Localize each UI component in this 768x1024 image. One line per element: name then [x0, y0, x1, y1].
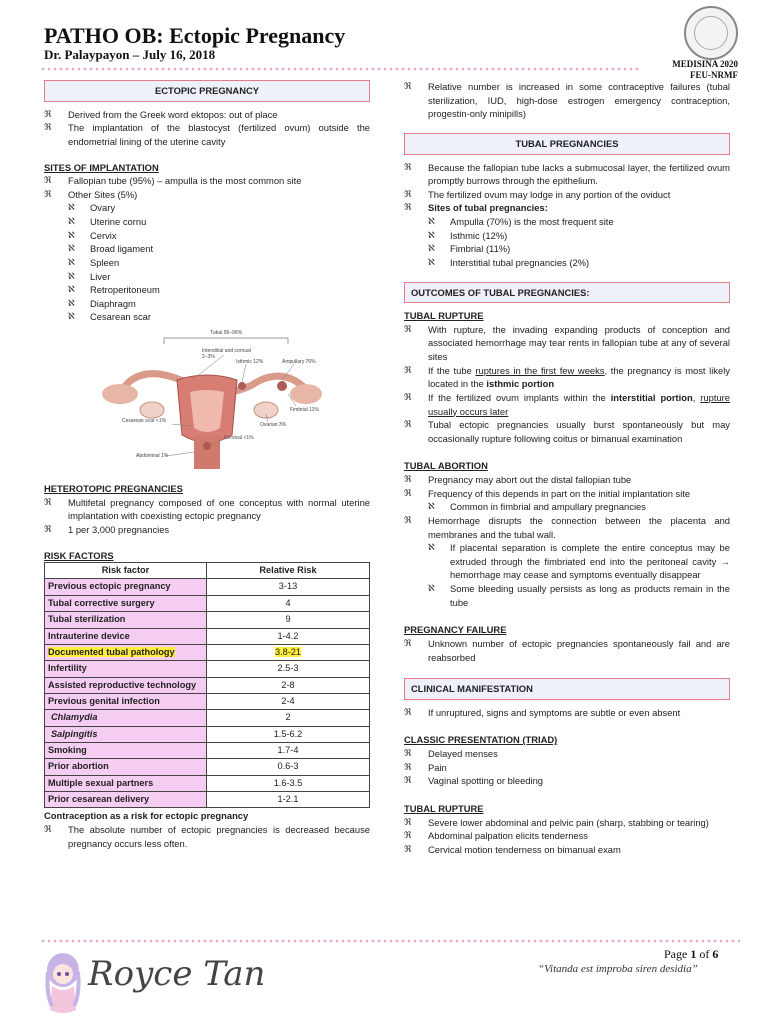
relative-risk-text: 9	[285, 614, 291, 625]
tubal-pregnancies-heading: TUBAL PREGNANCIES	[404, 133, 730, 155]
bullet-icon: ℵ	[428, 229, 435, 240]
list-item: ℜ Unknown number of ectopic pregnancies spontaneously fail and are reabsorbed	[404, 637, 730, 663]
list-subitem: ℵ Some bleeding usually persists as long as products remain in the tube	[428, 583, 730, 608]
footer-dotted-divider	[40, 938, 740, 944]
table-row	[45, 759, 370, 775]
list-subitem	[44, 201, 370, 215]
relative-risk-cell	[207, 759, 370, 775]
risk-factor-cell	[45, 579, 207, 595]
bullet-icon: ℵ	[68, 216, 75, 226]
ectopic-sites-diagram	[82, 330, 322, 470]
list-item-text: Liver	[90, 270, 111, 282]
list-item	[404, 774, 730, 788]
list-subitem	[44, 297, 370, 311]
label-fimbrial: Fimbrial 11%	[290, 407, 319, 413]
list-subitem	[44, 229, 370, 243]
list-item-text: Abdominal palpation elicits tenderness	[428, 830, 588, 842]
risk-factor-text: Salpingitis	[51, 728, 98, 739]
risk-factors-heading: RISK FACTORS	[44, 549, 114, 561]
page-title: PATHO OB: Ectopic Pregnancy	[44, 23, 346, 48]
contraception-heading: Contraception as a risk for ectopic pregnancy	[44, 810, 249, 822]
table-header: Risk factor	[45, 563, 207, 579]
relative-risk-text: 2-4	[281, 695, 295, 706]
relative-risk-cell	[207, 693, 370, 709]
list-item: ℜ Tubal ectopic pregnancies usually burst spontaneously but may occasionally rupture following coitus or bimanual examination	[404, 419, 730, 444]
relative-risk-cell	[207, 612, 370, 628]
risk-factor-text: Infertility	[48, 663, 87, 674]
heterotopic-heading: HETEROTOPIC PREGNANCIES	[44, 483, 183, 494]
list-subitem	[404, 242, 730, 256]
risk-factor-text: Prior abortion	[48, 761, 109, 772]
list-item-text: Cervical motion tenderness on bimanual exam	[428, 843, 621, 855]
table-row	[45, 644, 370, 660]
bullet-icon: ℵ	[428, 256, 435, 267]
table-row	[45, 612, 370, 628]
list-item-text: Pain	[428, 761, 447, 773]
label-isthmic: Isthmic 12%	[236, 359, 264, 365]
risk-factor-text: Chlamydia	[51, 712, 98, 723]
list-subitem	[404, 229, 730, 243]
clinical-manifestation-heading: CLINICAL MANIFESTATION	[404, 678, 730, 700]
risk-factor-cell	[45, 759, 207, 775]
page-number: Page 1 of 6	[664, 947, 719, 961]
bullet-icon: ℜ	[404, 843, 412, 854]
relative-risk-text: 1-2.1	[277, 793, 299, 804]
list-item: ℜ If the fertilized ovum implants within the interstitial portion, rupture usually occurs later	[404, 391, 731, 417]
list-item: ℜ Derived from the Greek word ektopos: out of place	[44, 108, 278, 120]
medisina-seal-logo	[684, 6, 738, 60]
bullet-icon: ℵ	[68, 270, 75, 281]
left-column	[44, 80, 370, 850]
risk-factor-text: Intrauterine device	[48, 630, 130, 641]
signature: Royce Tan	[88, 954, 266, 994]
list-item	[404, 761, 730, 775]
list-item-text: Cervix	[90, 229, 117, 241]
relative-risk-text: 1.7-4	[277, 744, 299, 755]
list-item: ℜ Multifetal pregnancy composed of one conceptus with normal uterine implantation with coexisting ectopic pregnancy	[44, 496, 370, 522]
table-row	[45, 661, 370, 677]
risk-factor-text: Tubal corrective surgery	[48, 597, 155, 608]
table-row	[45, 726, 370, 742]
relative-risk-cell	[207, 791, 370, 807]
list-item-text: Ovary	[90, 202, 116, 214]
list-subitem	[44, 270, 370, 284]
list-item	[404, 816, 730, 830]
list-item-text: Severe lower abdominal and pelvic pain (sharp, stabbing or tearing)	[428, 816, 709, 828]
list-item-text: Uterine cornu	[90, 216, 147, 227]
risk-factor-cell	[45, 595, 207, 611]
risk-factors-table	[44, 562, 370, 808]
relative-risk-text: 0.6-3	[277, 761, 299, 772]
relative-risk-cell	[207, 595, 370, 611]
list-item-text: Spleen	[90, 256, 120, 268]
relative-risk-cell	[207, 661, 370, 677]
relative-risk-text: 1.6-3.5	[273, 777, 303, 788]
bullet-icon: ℵ	[68, 243, 75, 254]
bullet-icon: ℜ	[404, 748, 412, 758]
bullet-icon: ℵ	[68, 311, 75, 322]
tubal-rupture-heading: TUBAL RUPTURE	[404, 310, 484, 322]
label-tubal: Tubal 95–96%	[210, 330, 243, 336]
list-item: ℜ If unruptured, signs and symptoms are subtle or even absent	[404, 706, 681, 718]
risk-factor-text: Previous genital infection	[48, 695, 160, 706]
table-row	[45, 595, 370, 611]
risk-factor-text: Documented tubal pathology	[48, 646, 175, 657]
risk-factor-cell	[45, 628, 207, 644]
tubal-rupture-2-heading: TUBAL RUPTURE	[404, 802, 484, 814]
list-item: ℜ The absolute number of ectopic pregnancies is decreased because pregnancy occurs less often.	[44, 823, 370, 849]
relative-risk-cell	[207, 726, 370, 742]
seal-caption-line1: MEDISINA 2020	[672, 59, 738, 69]
list-item-text: Retroperitoneum	[90, 284, 160, 296]
outcomes-heading: OUTCOMES OF TUBAL PREGNANCIES:	[404, 282, 730, 304]
list-item: ℜ Sites of tubal pregnancies:	[404, 202, 548, 214]
list-item	[404, 747, 730, 761]
bullet-icon: ℵ	[428, 216, 435, 226]
list-item	[404, 843, 730, 857]
relative-risk-text: 3-13	[278, 581, 298, 592]
list-item-text: Broad ligament	[90, 243, 154, 255]
list-item: ℜ Other Sites (5%)	[44, 188, 138, 200]
relative-risk-text: 1-4.2	[277, 630, 299, 641]
table-row	[45, 628, 370, 644]
list-item: ℜ If the tube ruptures in the first few weeks, the pregnancy is most likely located in the isthmic portion	[404, 364, 730, 390]
relative-risk-text: 4	[285, 597, 291, 608]
relative-risk-cell	[207, 579, 370, 595]
relative-risk-cell	[207, 644, 370, 660]
relative-risk-text: 2-8	[281, 679, 295, 690]
classic-presentation-heading: CLASSIC PRESENTATION (TRIAD)	[404, 734, 558, 746]
list-item: ℜ Hemorrhage disrupts the connection between the placenta and membranes and the tubal wall.	[404, 514, 730, 540]
list-item: ℜ The fertilized ovum may lodge in any portion of the oviduct	[404, 188, 671, 200]
relative-risk-text: 3.8-21	[274, 646, 302, 657]
label-cesarean: Cesarean scar <1%	[122, 418, 167, 424]
list-item: ℜ Because the fallopian tube lacks a submucosal layer, the fertilized ovum promptly burrows through the epithelium.	[404, 161, 730, 187]
risk-factor-cell	[45, 677, 207, 693]
table-row	[45, 693, 370, 709]
sites-heading: SITES OF IMPLANTATION	[44, 161, 159, 173]
risk-factor-text: Tubal sterilization	[48, 614, 126, 625]
label-abdominal: Abdominal 1%	[136, 453, 169, 459]
table-header: Relative Risk	[207, 563, 370, 579]
bullet-icon: ℵ	[68, 256, 75, 267]
footer-quote: “Vitanda est improba siren desidia”	[538, 963, 698, 975]
risk-factor-text: Smoking	[48, 744, 87, 755]
list-item-text: Vaginal spotting or bleeding	[428, 775, 544, 787]
right-column	[404, 80, 730, 856]
list-item: ℜ 1 per 3,000 pregnancies	[44, 523, 170, 535]
bullet-icon: ℜ	[404, 816, 412, 827]
risk-factor-cell	[45, 775, 207, 791]
list-subitem	[404, 215, 730, 229]
risk-factor-cell	[45, 726, 207, 742]
list-item	[404, 829, 730, 843]
risk-factor-cell	[45, 742, 207, 758]
list-item: ℜ Fallopian tube (95%) – ampulla is the most common site	[44, 175, 302, 187]
relative-risk-cell	[207, 628, 370, 644]
list-subitem	[44, 310, 370, 324]
bullet-icon: ℜ	[404, 775, 412, 786]
risk-factor-cell	[45, 644, 207, 660]
relative-risk-cell	[207, 775, 370, 791]
risk-factor-cell	[45, 661, 207, 677]
list-subitem: ℵ If placental separation is complete the entire conceptus may be extruded through the fimbriated end into the peritoneal cavity → hemorrhage may cease and symptoms eventually disappear	[428, 542, 730, 581]
risk-factor-text: Assisted reproductive technology	[48, 679, 197, 690]
page-subtitle: Dr. Palaypayon – July 16, 2018	[44, 47, 216, 62]
header-dotted-divider	[40, 66, 640, 72]
list-item-text: Delayed menses	[428, 748, 498, 759]
table-row	[45, 775, 370, 791]
list-subitem: ℵ Common in fimbrial and ampullary pregnancies	[428, 501, 646, 513]
risk-factor-cell	[45, 612, 207, 628]
list-item-text: Isthmic (12%)	[450, 229, 508, 241]
label-ampullary: Ampullary 70%	[282, 359, 316, 365]
seal-caption-line2: FEU-NRMF	[690, 70, 738, 80]
label-interstitial: Interstitial and cornual 2–3%	[202, 348, 251, 360]
table-row	[45, 742, 370, 758]
list-item: ℜ The implantation of the blastocyst (fertilized ovum) outside the endometrial lining of the uterine cavity	[44, 122, 370, 147]
relative-risk-cell	[207, 742, 370, 758]
list-subitem	[44, 283, 370, 297]
tubal-abortion-heading: TUBAL ABORTION	[404, 460, 488, 472]
relative-risk-cell	[207, 710, 370, 726]
list-item: ℜ Frequency of this depends in part on the initial implantation site	[404, 487, 691, 499]
pregnancy-failure-heading: PREGNANCY FAILURE	[404, 624, 507, 636]
relative-risk-text: 1.5-6.2	[273, 728, 303, 739]
list-item: ℜ Pregnancy may abort out the distal fallopian tube	[404, 474, 632, 485]
chibi-avatar-icon	[44, 950, 82, 1016]
bullet-icon: ℵ	[68, 202, 75, 213]
list-item-text: Interstitial tubal pregnancies (2%)	[450, 256, 590, 268]
relative-risk-cell	[207, 677, 370, 693]
risk-factor-cell	[45, 791, 207, 807]
ectopic-heading: ECTOPIC PREGNANCY	[44, 80, 370, 102]
table-row	[45, 710, 370, 726]
risk-factor-cell	[45, 710, 207, 726]
list-subitem	[404, 256, 730, 270]
table-row	[45, 677, 370, 693]
list-subitem	[44, 256, 370, 270]
bullet-icon: ℜ	[404, 830, 412, 841]
list-subitem	[44, 215, 370, 229]
bullet-icon: ℵ	[68, 297, 75, 308]
bullet-icon: ℵ	[68, 229, 75, 240]
bullet-icon: ℵ	[428, 243, 435, 254]
list-item-text: Ampulla (70%) is the most frequent site	[450, 216, 614, 227]
risk-factor-cell	[45, 693, 207, 709]
relative-risk-text: 2.5-3	[277, 663, 299, 674]
relative-risk-text: 2	[285, 712, 291, 723]
list-item: ℜ Relative number is increased in some contraceptive failures (tubal sterilization, IUD, high-dose estrogen emergency contraception, progestin-only minipills)	[404, 81, 730, 120]
risk-factor-text: Previous ectopic pregnancy	[48, 581, 171, 592]
table-row	[45, 579, 370, 595]
risk-factor-text: Multiple sexual partners	[48, 777, 154, 788]
list-item-text: Fimbrial (11%)	[450, 243, 511, 255]
list-item: ℜ With rupture, the invading expanding products of conception and associated hemorrhage may tear rents in fallopian tube at any of several sites	[404, 323, 730, 362]
bullet-icon: ℜ	[404, 761, 412, 772]
table-row	[45, 791, 370, 807]
list-subitem	[44, 242, 370, 256]
list-item-text: Cesarean scar	[90, 311, 151, 323]
bullet-icon: ℵ	[68, 284, 75, 295]
label-ovarian: Ovarian 3%	[260, 422, 287, 428]
list-item-text: Diaphragm	[90, 297, 136, 309]
label-cervical: Cervical <1%	[224, 435, 254, 441]
risk-factor-text: Prior cesarean delivery	[48, 793, 150, 804]
